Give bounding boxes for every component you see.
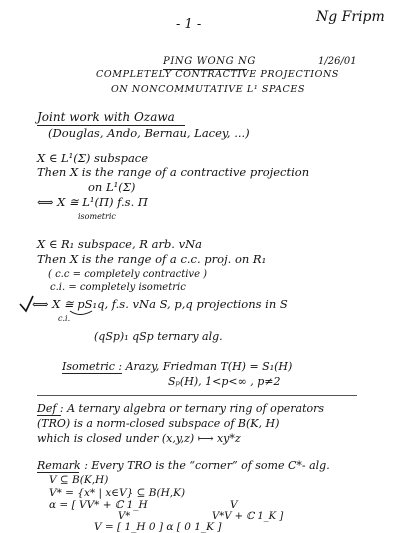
- author-note: Ng Fripm: [316, 9, 385, 25]
- joint-names: (Douglas, Ando, Bernau, Lacey, ...): [48, 126, 250, 140]
- title-line-1: COMPLETELY CONTRACTIVE PROJECTIONS: [96, 69, 340, 80]
- s2-line-5: ⟺ X ≅ pS₁q, f.s. vNa S, p,q projections in S: [32, 297, 288, 311]
- s3-line-1: Isometric : Arazy, Friedman T(H) = S₁(H): [62, 360, 293, 373]
- s1-line-4: ⟺ X ≅ L¹(Π) f.s. Π: [37, 195, 148, 209]
- s3-line-2: Sₚ(H), 1<p<∞ , p≠2: [168, 375, 281, 388]
- remark-line-6: V = [ 1_H 0 ] α [ 0 1_K ]: [94, 521, 222, 533]
- remark-matrix-row1-left: α = [ VV* + ℂ 1_H: [49, 499, 148, 511]
- title-date: 1/26/01: [318, 56, 357, 67]
- remark-line-2: V ⊆ B(K,H): [49, 474, 109, 486]
- remark-line-3: V* = {x* | x∈V} ⊆ B(H,K): [49, 487, 186, 499]
- remark-matrix-row2-left: V*: [118, 511, 131, 522]
- remark-matrix-row1-right: V: [230, 499, 238, 511]
- def-line-3: which is closed under (x,y,z) ⟼ xy*z: [37, 432, 241, 445]
- s1-line-3: on L¹(Σ): [88, 180, 136, 194]
- remark-line-1: Remark : Every TRO is the “corner” of some C*- alg.: [37, 459, 330, 472]
- s2-line-1: X ∈ R₁ subspace, R arb. vNa: [37, 237, 203, 251]
- s2-line-6: (qSp)₁ qSp ternary alg.: [94, 330, 223, 343]
- s2-line-5-sub: c.i.: [58, 314, 71, 323]
- s2-line-2: Then X is the range of a c.c. proj. on R₁: [37, 252, 267, 266]
- s1-line-1: X ∈ L¹(Σ) subspace: [37, 151, 149, 165]
- s1-line-5: isometric: [78, 212, 116, 221]
- title-line-2: ON NONCOMMUTATIVE L¹ SPACES: [111, 84, 306, 95]
- page-number: - 1 -: [176, 17, 202, 32]
- s2-line-4: c.i. = completely isometric: [50, 282, 186, 293]
- s2-line-3: ( c.c = completely contractive ): [48, 269, 208, 280]
- joint-heading: Joint work with Ozawa: [37, 110, 175, 124]
- s1-line-2: Then X is the range of a contractive projection: [37, 165, 310, 179]
- remark-matrix-row2-right: V*V + ℂ 1_K ]: [212, 511, 284, 522]
- title-author: PING WONG NG: [163, 56, 256, 67]
- def-line-2: (TRO) is a norm-closed subspace of B(K, H): [37, 417, 280, 430]
- def-line-1: Def : A ternary algebra or ternary ring of operators: [37, 402, 325, 415]
